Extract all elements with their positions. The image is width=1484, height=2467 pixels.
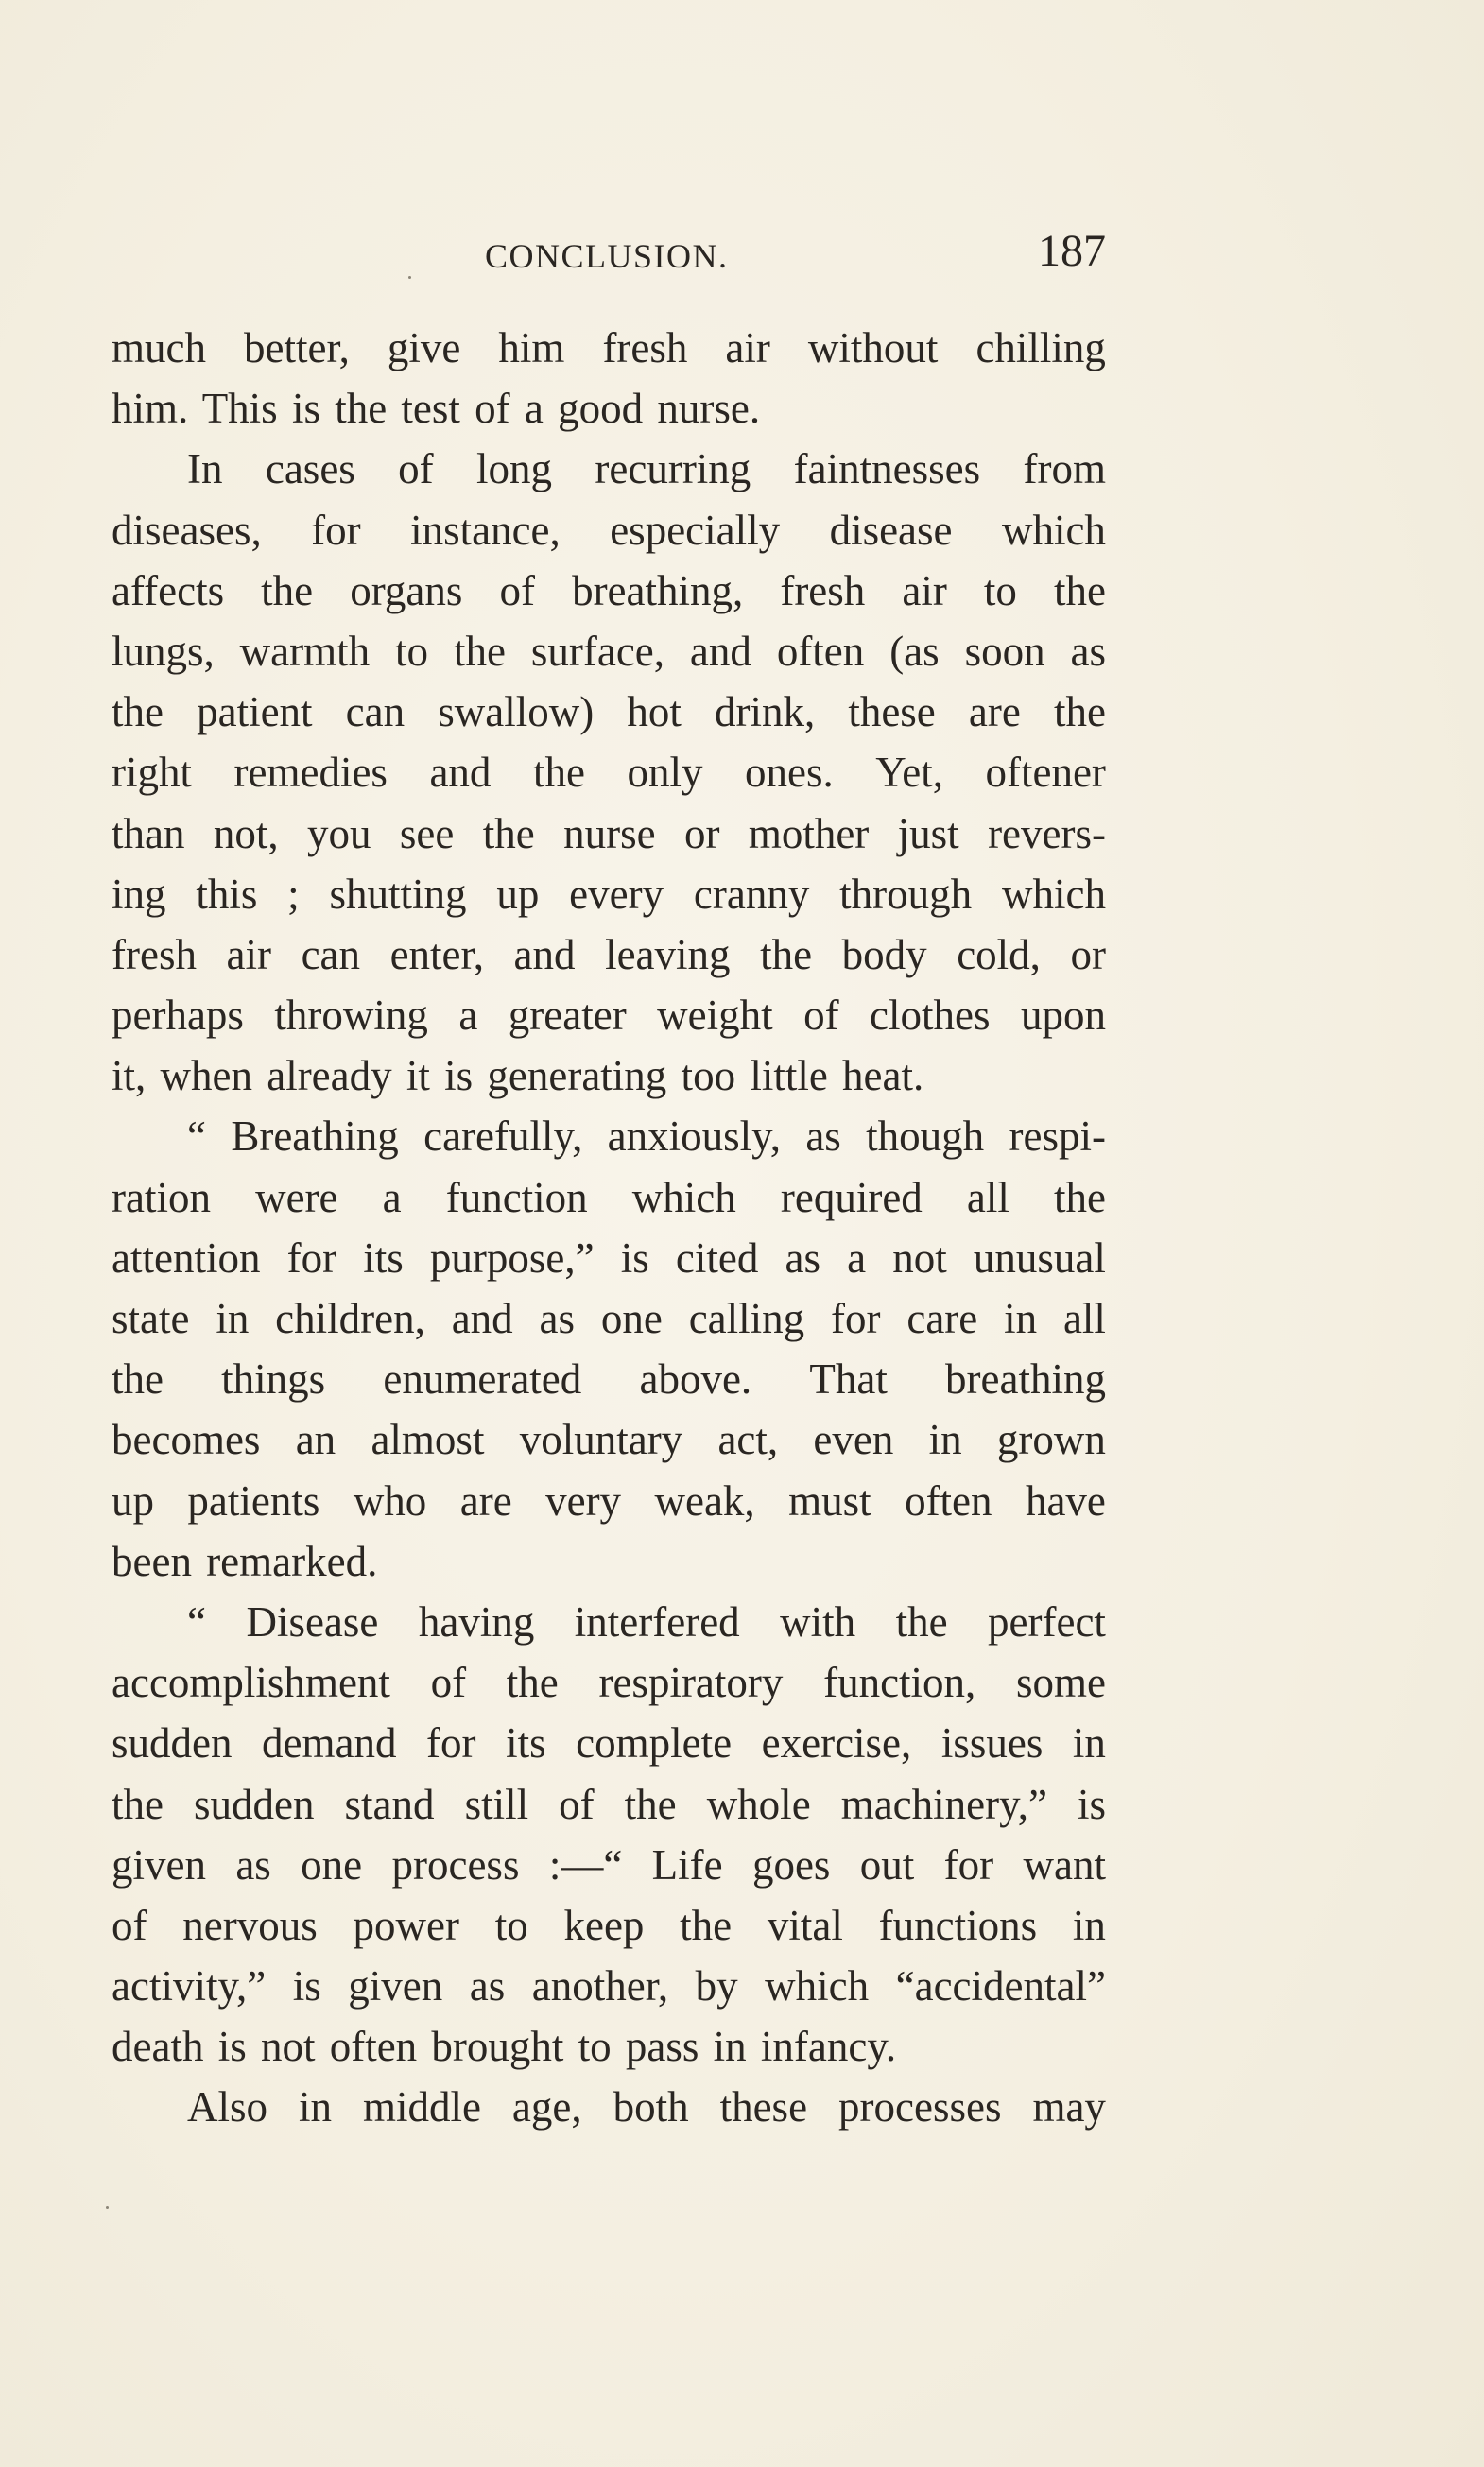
text-line: ration were a function which required all the	[112, 1173, 1106, 1221]
running-head: CONCLUSION.	[485, 237, 729, 275]
text-line: much better, give him fresh air without chilling	[112, 324, 1106, 371]
text-line: attention for its purpose,” is cited as a not unusual	[112, 1234, 1106, 1282]
text-line: him. This is the test of a good nurse.	[112, 385, 761, 433]
text-line: been remarked.	[112, 1537, 378, 1585]
text-line: activity,” is given as another, by which “accidental”	[112, 1962, 1106, 2010]
text-line: the patient can swallow) hot drink, these are the	[112, 688, 1106, 736]
text-line: state in children, and as one calling for care in all	[112, 1295, 1106, 1342]
text-line: the things enumerated above. That breathing	[112, 1355, 1106, 1404]
text-line: accomplishment of the respiratory function, some	[112, 1659, 1106, 1707]
body-text	[112, 318, 1106, 2138]
text-line: the sudden stand still of the whole machinery,” is	[112, 1780, 1106, 1828]
text-line: lungs, warmth to the surface, and often (as soon as	[112, 627, 1106, 675]
text-line: diseases, for instance, especially disease which	[112, 506, 1106, 554]
text-line: perhaps throwing a greater weight of clothes upon	[112, 992, 1106, 1040]
text-line: it, when already it is generating too little heat.	[112, 1052, 924, 1100]
text-line: fresh air can enter, and leaving the body cold, or	[112, 930, 1106, 978]
text-line: death is not often brought to pass in infancy.	[112, 2023, 897, 2071]
text-line: becomes an almost voluntary act, even in grown	[112, 1416, 1106, 1464]
paragraph-start-line: “ Breathing carefully, anxiously, as though respi-	[187, 1113, 1106, 1161]
text-line: sudden demand for its complete exercise, issues in	[112, 1719, 1106, 1768]
text-line: of nervous power to keep the vital functions in	[112, 1901, 1106, 1949]
paragraph-start-line: In cases of long recurring faintnesses from	[187, 445, 1106, 493]
paper-speck	[106, 2206, 109, 2209]
text-line: affects the organs of breathing, fresh air to the	[112, 566, 1106, 614]
text-line: right remedies and the only ones. Yet, oftener	[112, 749, 1106, 797]
text-line: given as one process :—“ Life goes out for want	[112, 1840, 1106, 1889]
paragraph-start-line: Also in middle age, both these processes may	[187, 2083, 1106, 2131]
text-line: up patients who are very weak, must often have	[112, 1476, 1106, 1525]
text-line: ing this ; shutting up every cranny through which	[112, 870, 1106, 918]
page-number: 187	[1038, 226, 1106, 276]
text-line: than not, you see the nurse or mother just revers-	[112, 809, 1106, 857]
paper-speck	[408, 276, 411, 279]
paragraph-start-line: “ Disease having interfered with the perfect	[187, 1597, 1106, 1646]
page-header	[112, 225, 1106, 291]
